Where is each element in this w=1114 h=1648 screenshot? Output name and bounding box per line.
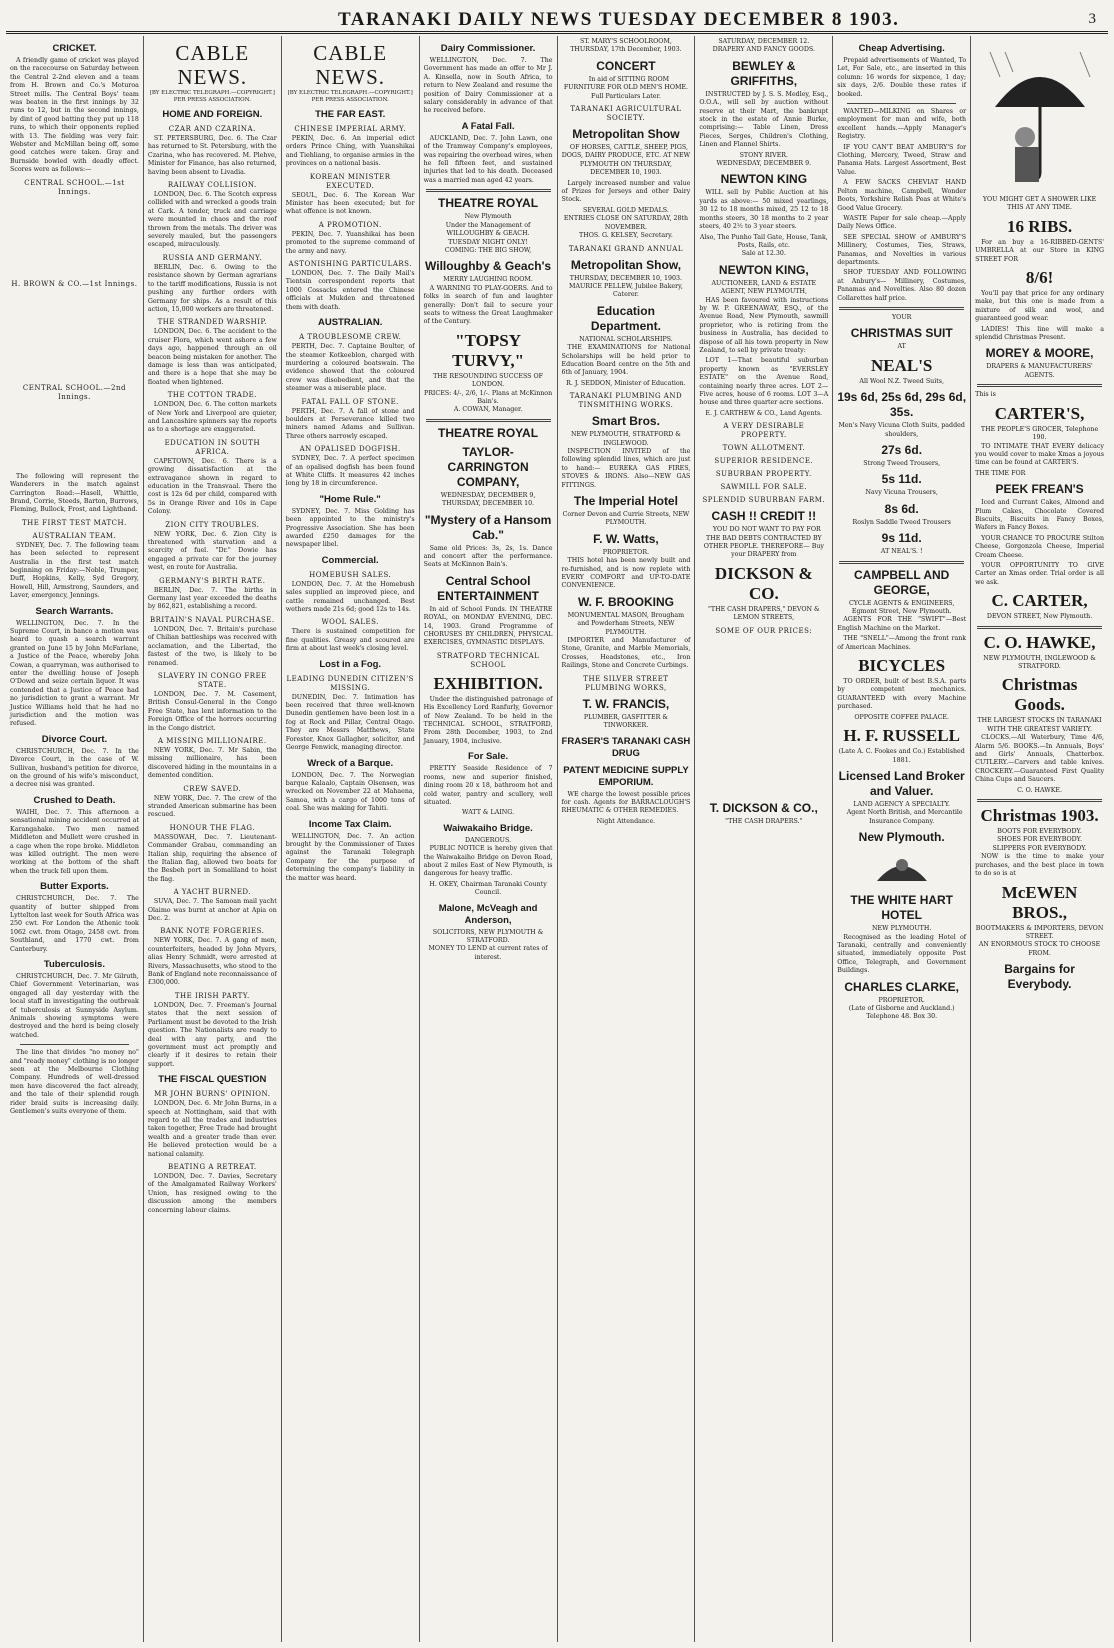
column-6	[694, 36, 832, 1642]
cash-drapers-2: "THE CASH DRAPERS."	[725, 817, 803, 825]
column-4	[419, 36, 557, 1642]
punho-gate: Also, The Punho Tail Gate, House, Tank, Posts, Rails, etc.	[699, 233, 828, 249]
divider	[426, 419, 551, 422]
clarke-late: (Late of Gisborne and Auckland.) Telephone 48. Box 30.	[848, 1004, 955, 1021]
ladies-note: LADIES! This line will make a splendid Christmas Present.	[975, 325, 1104, 342]
irish-heading: THE IRISH PARTY.	[174, 991, 250, 1000]
town-allotment: TOWN ALLOTMENT.	[722, 444, 806, 453]
metropolitan-more: Largely increased number and value of Prizes for Jerseys and other Dairy Stock.	[561, 179, 691, 204]
congo-body: LONDON, Dec. 7. M. Casement, British Consul-General in the Congo Free State, has lent information to the Foreign Office of the horrors occurring in the Congo district.	[147, 690, 277, 732]
c-carter: C. CARTER,	[991, 591, 1088, 611]
morey-sub: DRAPERS & MANUFACTURERS' AGENTS.	[986, 363, 1093, 379]
divider	[977, 799, 1102, 802]
theatre-location-1: New Plymouth	[464, 213, 512, 221]
fiscal-heading: THE FISCAL QUESTION	[158, 1074, 267, 1086]
income-tax-heading: Income Tax Claim.	[308, 818, 392, 830]
brooking-sub: MONUMENTAL MASON, Brougham and Powderham Streets, NEW PLYMOUTH.	[567, 611, 685, 636]
suburban-property: SUBURBAN PROPERTY.	[715, 470, 812, 479]
charles-clarke: CHARLES CLARKE,	[844, 979, 960, 994]
railway-heading: RAILWAY COLLISION.	[167, 181, 257, 190]
purchases-note: NOW is the time to make your purchases, and the best place in town to do so is at	[975, 853, 1104, 878]
barque-body: LONDON, Dec. 7. The Norwegian barque Kalaalo, Captain Olsensen, was wrecked on November 22 at Mahaena, Samoa, with a cargo of 1000 tons of coal. She was making for Tahiti.	[285, 771, 415, 813]
intimate: TO INTIMATE THAT EVERY delicacy you would cover to make Xmas a joyous time can be found at CARTER'S.	[975, 442, 1104, 467]
beat-ambury: IF YOU CAN'T BEAT AMBURY'S for Clothing, Mercery, Tweed, Straw and Panama Hats. Largest Assortment, Best Value.	[837, 143, 967, 176]
cable-news-title: CABLE NEWS.	[175, 41, 250, 89]
prices: PRICES: 4/-, 2/6, 1/-. Plans at McKinnon Bain's.	[423, 389, 553, 405]
saturday-date: SATURDAY, DECEMBER 12.	[718, 38, 810, 45]
special-show: SEE SPECIAL SHOW of AMBURY'S Millinery, Costumes, Ties, Straws, Panamas, and Novelties in various departments.	[837, 233, 967, 266]
tuberculosis-heading: Tuberculosis.	[43, 958, 105, 970]
sawmill-sale: SAWMILL FOR SALE.	[720, 483, 808, 492]
watts-proprietor: PROPRIETOR.	[602, 548, 650, 556]
homebush-body: LONDON, Dec. 7. At the Homebush sales supplied an improved piece, and cattle remained unchanged. Best wethers made 21s 6d; good 12s to 14s.	[285, 580, 415, 614]
bicycles-body: TO ORDER, built of best B.S.A. parts by competent mechanics. GUARANTEED with every Machine purchased.	[837, 678, 967, 711]
hf-russell: H. F. RUSSELL	[843, 726, 960, 746]
forgeries-body: NEW YORK, Dec. 7. A gang of men, counterfeiters, headed by John Myers, alias Henry Schmidt, were arrested at Rivers, Massachusetts, who stood to the Bank of England note reconnaissance of £300,000.	[147, 937, 277, 987]
watt-laing: WATT & LAING.	[462, 809, 515, 817]
scores-table-3	[10, 403, 139, 473]
night-attendance: Night Attendance.	[596, 817, 656, 825]
search-warrants-body: WELLINGTON, Dec. 7. In the Supreme Court, in banco a motion was heard to quash a search warrant granted on June 15 by John McFarlane, a Justice of the Peace, whereby John Cowan, a quarryman, was authorised to enter the dwelling house of Joseph O'Dowd and seize certain liquor. It was contended that a Justice of Peace had no jurisdiction to grant a warrant. Mr Justice Williams held that he had no jurisdiction and the motion was refused.	[10, 619, 139, 728]
time-for: THE TIME FOR	[975, 469, 1026, 477]
newton-king-sub: AUCTIONEER, LAND & ESTATE AGENT, NEW PLYMOUTH,	[711, 279, 817, 296]
australian-team-heading: AUSTRALIAN TEAM.	[32, 531, 117, 540]
price-9s: 9s 11d.	[881, 531, 922, 546]
far-east-heading: THE FAR EAST.	[315, 109, 386, 120]
smart-body: INSPECTION INVITED of the following splendid lines, which are just to hand:— EUREKA GAS FIRES, STOVES & IRONS. Also—NEW GAS FITTINGS.	[561, 447, 691, 489]
fatal-fall-heading: A Fatal Fall.	[461, 120, 515, 132]
stony-river: STONY RIVER.	[739, 151, 789, 159]
fiscal-body: LONDON, Dec. 6. Mr John Burns, in a speech at Nottingham, said that with regard to all the trades and industries taken together, Free Trade had brought wealth and a greater trade than ever. He believed protection would be a national calamity.	[147, 1100, 277, 1158]
at-neals: AT NEAL'S. !	[880, 548, 923, 556]
navy-trousers: Navy Vicuna Trousers,	[865, 489, 938, 497]
railway-body: LONDON, Dec. 6. The Scotch express collided with and wrecked a goods train at Cark. A tender, truck and carriage were mounted in chaos and the roof thrown from the metals. The driver was severely mauled, but the passengers escaped, miraculously.	[147, 191, 277, 249]
forgeries-heading: BANK NOTE FORGERIES.	[160, 927, 265, 936]
promotion-heading: A PROMOTION.	[318, 220, 382, 229]
land-agency: LAND AGENCY A SPECIALTY.	[853, 800, 951, 808]
crew-heading: A TROUBLESOME CREW.	[299, 333, 402, 342]
fraser-heading: FRASER'S TARANAKI CASH DRUG	[561, 735, 691, 759]
retreat-body: LONDON, Dec. 7. Davies, Secretary of the Amalgamated Railway Workers' Union, has resigned owing to the discussion among the members concerning labour claims.	[147, 1172, 277, 1214]
waste-paper: WASTE Paper for sale cheap.—Apply Daily News Office.	[837, 214, 967, 231]
price-8s: 8s 6d.	[884, 501, 919, 516]
price-27s: 27s 6d.	[881, 443, 923, 457]
willoughby-geach: Willoughby & Geach's	[425, 259, 552, 274]
metropolitan-show: Metropolitan Show	[572, 127, 680, 142]
fraser-body: WE charge the lowest possible prices for cash. Agents for BARRACLOUGH'S RHEUMATIC & OTHER REMEDIES.	[561, 790, 691, 815]
millionaire-heading: A MISSING MILLIONAIRE.	[157, 736, 267, 745]
okey-chairman: H. OKEY, Chairman Taranaki County Council.	[429, 880, 547, 897]
yacht-body: SUVA, Dec. 7. The Samoan mail yacht Olaimo was burnt at anchor at Apia on Dec. 2.	[147, 898, 277, 923]
licensed-broker: Licensed Land Broker and Valuer.	[838, 768, 965, 798]
fog-heading: Lost in a Fog.	[319, 658, 382, 670]
white-hart-sub: NEW PLYMOUTH.	[872, 925, 932, 933]
coat-of-arms-icon	[839, 849, 964, 889]
concert-heading: CONCERT	[596, 58, 656, 73]
co-hawke: C. O. HAWKE,	[983, 632, 1096, 652]
for-sale-body: PRETTY Seaside Residence of 7 rooms, new and superior finished, dining room 20 x 18, bathroom hot and cold water, pantry and scullery, well situated.	[423, 765, 553, 806]
theatre-management: Under the Management of WILLOUGHBY & GEACH.	[445, 221, 531, 238]
cheap-advertising-heading: Cheap Advertising.	[858, 43, 945, 54]
peek-body: Iced and Currant Cakes, Almond and Plum Cakes, Chocolate Covered Biscuits, Biscuits in Fancy Boxes, Wafers in Fancy Boxes.	[975, 499, 1104, 532]
white-hart: THE WHITE HART HOTEL	[850, 893, 954, 923]
st-marys-date: THURSDAY, 17th December, 1903.	[570, 46, 682, 54]
divorce-court-body: CHRISTCHURCH, Dec. 7. In the Divorce Court, in the case of W. Sullivan, husband's petition for divorce, on the ground of his wife's misconduct, a decree nisi was granted.	[10, 747, 139, 789]
millionaire-body: NEW YORK, Dec. 7. Mr Sabin, the missing millionaire, has been discovered hiding in the mountains in a demented condition.	[147, 746, 277, 780]
suit-prices: 19s 6d, 25s 6d, 29s 6d, 35s.	[837, 390, 967, 420]
column-3	[281, 36, 419, 1642]
warship-heading: THE STRANDED WARSHIP.	[157, 318, 268, 327]
home-rule-heading: "Home Rule."	[319, 493, 381, 505]
tuesday-night: TUESDAY NIGHT ONLY!	[448, 238, 528, 246]
topsy-turvy: "TOPSY TURVY,"	[452, 330, 525, 370]
grand-annual: TARANAKI GRAND ANNUAL	[568, 244, 683, 253]
crew-saved-body: NEW YORK, Dec. 7. The crew of the stranded American submarine has been rescued.	[147, 794, 277, 819]
butter-body: CHRISTCHURCH, Dec. 7. The quantity of butter shipped from Lyttelton last week for South Africa was 250 cwt. For London the Athenic took 1062 cwt. from Otago, 2458 cwt. from Southland, and 1770 cwt. from Canterbury.	[10, 895, 139, 953]
cowan-manager: A. COWAN, Manager.	[453, 406, 523, 414]
zion-heading: ZION CITY TROUBLES.	[165, 520, 260, 529]
this-is: This is	[975, 391, 996, 399]
our-prices: SOME OF OUR PRICES:	[715, 626, 813, 635]
patent-medicine: PATENT MEDICINE SUPPLY EMPORIUM.	[563, 764, 689, 788]
scores-table-2	[10, 290, 139, 380]
waiwakaiho-body: PUBLIC NOTICE is hereby given that the Waiwakaiho Bridge on Devon Road, about 2 miles East of New Plymouth, is dangerous for heavy traffic.	[423, 845, 553, 878]
chance: YOUR CHANCE TO PROCURE Stilton Cheese, Gorgonzola Cheese, Imperial Cream Cheese.	[975, 534, 1104, 559]
test-match-body: SYDNEY, Dec. 7. The following team has been selected to represent Australia in the first test match beginning on Friday:—Noble, Trumper, Duff, Hopkins, Kelly, Syd Gregory, Howell, Hill, Armstrong, Saunders, and Laver, emergency, Jennings.	[10, 541, 139, 600]
tweed-suits: All Wool N.Z. Tweed Suits,	[859, 377, 944, 385]
education-body: THE EXAMINATIONS for National Scholarships will be held prior to Education Board centre on the 5th and 6th of January, 1904.	[561, 344, 691, 377]
dairy-heading: Dairy Commissioner.	[440, 43, 536, 54]
campbell-george: CAMPBELL AND GEORGE,	[854, 567, 950, 597]
newton-king-2: NEWTON KING,	[718, 262, 809, 277]
central-school-entertainment: Central School ENTERTAINMENT	[437, 573, 539, 603]
divider	[20, 1044, 129, 1045]
francis-sub: PLUMBER, GASFITTER & TINWORKER.	[583, 713, 668, 730]
birth-rate-heading: GERMANY'S BIRTH RATE.	[159, 576, 266, 585]
cable-news-sub-2: [BY ELECTRIC TELEGRAPH.—COPYRIGHT.] PER PRESS ASSOCIATION.	[287, 90, 413, 103]
cheap-advertising-body: Prepaid advertisements of Wanted, To Let, For Sale, etc., are inserted in this column: 16 words for sixpence, 1 day; six days, 2/6. Double these rates if booked.	[837, 57, 967, 98]
christmas-1903: Christmas 1903.	[980, 806, 1099, 826]
stratford-technical: STRATFORD TECHNICAL SCHOOL	[436, 651, 540, 669]
education-body: CAPETOWN, Dec. 6. There is a growing dissatisfaction at the extravagance shown in regard to education in the Transvaal. There the cost is 12s 6d per child, compared with 5s in Orange River and 10s in Cape Colony.	[147, 457, 277, 516]
laughing-room: MERRY LAUGHING ROOM.	[443, 276, 533, 284]
entries-close: ENTRIES CLOSE ON SATURDAY, 28th NOVEMBER.	[563, 215, 689, 231]
dickson-co: DICKSON & CO.	[714, 563, 813, 603]
mcewen-sub: BOOTMAKERS & IMPORTERS, DEVON STREET.	[975, 924, 1104, 940]
cable-news-sub: [BY ELECTRIC TELEGRAPH.—COPYRIGHT.] PER PRESS ASSOCIATION.	[149, 90, 275, 103]
theatre-dates: WEDNESDAY, DECEMBER 9, THURSDAY, DECEMBER 10.	[440, 491, 536, 508]
fiscal-subheading: MR JOHN BURNS' OPINION.	[154, 1090, 271, 1099]
crew-body: PERTH, Dec. 7. Captaine Boulter, of the steamer Kotkeeblon, charged with murdering a coloured boatswain. The evidence showed that the coloured crew was disobedient, and that the steamer was a miserable place.	[285, 343, 415, 393]
cotton-heading: THE COTTON TRADE.	[167, 391, 257, 400]
fw-watts: F. W. Watts,	[593, 531, 659, 546]
retreat-heading: BEATING A RETREAT.	[168, 1162, 257, 1171]
crew-saved-heading: CREW SAVED.	[183, 784, 242, 793]
silver-street: THE SILVER STREET PLUMBING WORKS,	[583, 674, 669, 692]
congo-heading: SLAVERY IN CONGO FREE STATE.	[157, 671, 267, 689]
morey-moore: MOREY & MOORE,	[985, 346, 1094, 361]
fog-subheading: LEADING DUNEDIN CITIZEN'S MISSING.	[286, 674, 414, 692]
peek-freans: PEEK FREAN'S	[995, 482, 1084, 497]
brooking-body: IMPORTER and Manufacturer of Stone, Granite, and Marble Memorials, Crosses, Headstones, etc., Iron Railings, Stone and Concrete Curbings.	[561, 637, 691, 670]
taylor-carrington: TAYLOR-CARRINGTON COMPANY,	[447, 444, 529, 489]
army-heading: CHINESE IMPERIAL ARMY.	[294, 125, 407, 133]
cash-body: YOU DO NOT WANT TO PAY FOR THE BAD DEBTS CONTRACTED BY OTHER PEOPLE. THEREFORE— Buy your DRAPERY from	[703, 526, 824, 559]
russia-body: BERLIN, Dec. 6. Owing to the resistance shown by German agrarians to the tariff modifications, Russia is not pushing any further orders with Germany for ships. As a result of this action, 15,000 workers are threatened.	[147, 263, 277, 313]
shower-caption: YOU MIGHT GET A SHOWER LIKE THIS AT ANY TIME.	[982, 196, 1097, 212]
malone-sub: SOLICITORS, NEW PLYMOUTH & STRATFORD.	[432, 928, 544, 944]
bargains: Bargains for Everybody.	[1004, 962, 1075, 992]
column-1	[6, 36, 143, 1642]
few-sacks: A FEW SACKS CHEVIAT HAND Pelton machine, Campbell, Wonder Boots, Yorkshire Relish Peas at White's Good Value Grocery.	[837, 179, 967, 212]
shoes: SHOES FOR EVERYBODY.	[997, 836, 1083, 844]
education-dept: Education Department.	[590, 303, 661, 333]
fatal-stone-body: PERTH, Dec. 7. A fall of stone and boulders at Perseverance killed two miners named Adams and Sullivan. Three others narrowly escaped.	[285, 407, 415, 440]
army-body: PEKIN, Dec. 6. An imperial edict orders Prince Ching, with Yuanshikai and Tiehliang, to organise armies in the provinces on a national basis.	[285, 135, 415, 168]
desirable-property: A VERY DESIRABLE PROPERTY.	[723, 422, 805, 440]
sale-time: Sale at 12.30.	[741, 250, 786, 258]
vicuna-suits: Men's Navy Vicuna Cloth Suits, padded shoulders,	[838, 422, 965, 438]
slippers: SLIPPERS FOR EVERYBODY.	[992, 844, 1087, 852]
columns	[6, 36, 1108, 1642]
kelsey-secretary: THOS. G. KELSEY, Secretary.	[579, 232, 673, 240]
imperial-hotel: The Imperial Hotel	[573, 494, 678, 508]
divider	[977, 384, 1102, 387]
dangerous: DANGEROUS.	[465, 836, 512, 844]
birth-rate-body: BERLIN, Dec. 7. The births in Germany last year exceeded the deaths by 862,821, establishing a record.	[147, 586, 277, 611]
column-2	[143, 36, 281, 1642]
clarke-proprietor: PROPRIETOR.	[878, 996, 925, 1004]
roslyn-trousers: Roslyn Saddle Tweed Trousers	[852, 518, 951, 526]
wednesday-date: WEDNESDAY, DECEMBER 9.	[716, 160, 812, 168]
your-label: YOUR	[892, 313, 912, 321]
christmas-goods: Christmas Goods.	[1001, 675, 1078, 715]
wanderers-body: The following will represent the Wanderers in the match against Carrington Road:—Hasell, Whittle, Brand, Corrie, Steeds, Barton, Burrows, Fleming, Bullock, Frost, and Lightband.	[10, 472, 139, 514]
scholarships: NATIONAL SCHOLARSHIPS.	[579, 335, 673, 343]
drapery-goods: DRAPERY AND FANCY GOODS.	[712, 46, 815, 54]
crushed-heading: Crushed to Death.	[33, 794, 116, 806]
coffee-palace: OPPOSITE COFFEE PALACE.	[854, 713, 950, 721]
divider	[977, 626, 1102, 629]
dogfish-heading: AN OPALISED DOGFISH.	[299, 445, 401, 454]
swift-agents: AGENTS FOR THE "SWIFT"—Best English Machine on the Market.	[837, 616, 967, 632]
masthead	[6, 8, 1108, 34]
money-to-lend: MONEY TO LEND at current rates of interest.	[428, 945, 548, 961]
white-hart-body: Recognised as the leading Hotel of Taranaki, centrally and conveniently situated, immediately opposite Post Office, Telegraph, and Government Buildings.	[837, 933, 967, 975]
prices-list	[699, 637, 828, 797]
search-warrants-heading: Search Warrants.	[35, 605, 114, 617]
newton-king-1: NEWTON KING	[720, 172, 808, 187]
dairy-body: WELLINGTON, Dec. 7. The Government has made an offer to Mr J. A. Kinsella, now in South Africa, to return to New Zealand and resume the position of Dairy Commissioner at a salary considerably in advance of that he received before.	[423, 57, 553, 115]
column-7	[832, 36, 970, 1642]
concert-body: In aid of SITTING ROOM FURNITURE FOR OLD MEN'S HOME. Full Particulars Later.	[563, 75, 689, 100]
education-heading: EDUCATION IN SOUTH AFRICA.	[164, 438, 261, 456]
snell: THE "SNELL"—Among the front rank of American Machines.	[837, 635, 967, 651]
metropolitan-body: OF HORSES, CATTLE, SHEEP, PIGS, DOGS, DAIRY PRODUCE, ETC. AT NEW PLYMOUTH ON THURSDAY, DECEMBER 10, 1903.	[561, 144, 691, 177]
smart-sub: NEW PLYMOUTH, STRATFORD & INGLEWOOD.	[570, 431, 681, 447]
astonishing-heading: ASTONISHING PARTICULARS.	[288, 260, 412, 269]
hawke-sig: C. O. HAWKE.	[1017, 786, 1063, 794]
cash-drapers: "THE CASH DRAPERS," DEVON & LEMON STREETS,	[708, 605, 820, 622]
hawke-sub: NEW PLYMOUTH, INGLEWOOD & STRATFORD.	[983, 654, 1096, 670]
theatre-warning: A WARNING TO PLAY-GOERS. And to folks in search of fun and laughter generally: Don't fail to secure your seats to witness the Great Laughmaker of the Century.	[423, 284, 553, 326]
commercial-heading: Commercial.	[321, 554, 379, 566]
campbell-sub: CYCLE AGENTS & ENGINEERS, Egmont Street, New Plymouth.	[848, 599, 955, 616]
carthew-agents: E. J. CARTHEW & CO., Land Agents.	[705, 409, 823, 417]
smart-bros: Smart Bros.	[591, 414, 660, 429]
imperial-sub: Corner Devon and Currie Streets, NEW PLYMOUTH.	[562, 511, 690, 527]
malone-heading: Malone, McVeagh and Anderson,	[438, 902, 538, 926]
suburban-farm: SPLENDID SUBURBAN FARM.	[702, 496, 826, 505]
bewley-body: INSTRUCTED by J. S. S. Medley, Esq., O.O.A., will sell by auction without reserve at their Mart, the bankrupt stock in the estate of Annie Burke, comprising:— Table Linen, Dress Pieces, Serges, Children's Clothing, Linen and Flannel Shirts.	[699, 90, 829, 149]
plumbing-works: TARANAKI PLUMBING AND TINSMITHING WORKS.	[569, 392, 683, 410]
cash-credit: CASH !! CREDIT !!	[711, 509, 817, 524]
neals: NEAL'S	[870, 355, 933, 375]
home-foreign-heading: HOME AND FOREIGN.	[162, 109, 263, 120]
insurance-agent: Agent North British, and Mercantile Insurance Company.	[846, 809, 963, 825]
price-note: You'll pay that price for any ordinary make, but this one is made from a mixture of silk and wool, and guaranteed good wear.	[975, 290, 1104, 323]
boots: BOOTS FOR EVERYBODY.	[997, 828, 1082, 836]
cricket-body: A friendly game of cricket was played on the racecourse on Saturday between the Central 2-2nd eleven and a team from H. Brown and Co.'s Moturoa Street mills. The Central Boys' team was beaten in the first innings by 32 runs to 12, but in the second innings, by dint of good batting they put up 118 runs, to which their opponents replied with 13. The fielding was very fair. Webster and McMillan being off, some good catches were taken. Gray and Burnside bowled with deadly effect. Scores were as follows:—	[10, 57, 139, 174]
central-innings-heading: CENTRAL SCHOOL.—1st Innings.	[24, 178, 125, 196]
brown-innings-heading: H. BROWN & CO.—1st Innings.	[11, 279, 138, 288]
divorce-court-heading: Divorce Court.	[41, 733, 108, 745]
divider	[839, 561, 964, 564]
largest-stocks: THE LARGEST STOCKS IN TARANAKI WITH THE GREATEST VARIETY.	[977, 717, 1102, 733]
pellew-caterer: MAURICE PELLEW, Jubilee Bakery, Caterer.	[569, 282, 683, 299]
gold-medals: SEVERAL GOLD MEDALS.	[583, 206, 669, 214]
column-8	[970, 36, 1108, 1642]
new-plymouth: New Plymouth.	[858, 830, 945, 845]
ribs-body: For an buy a 16-RIBBED-GENTS' UMBRELLA at our Store in KING STREET FOR	[975, 238, 1104, 263]
butter-heading: Butter Exports.	[40, 881, 109, 893]
price-5s: 5s 11d.	[881, 472, 922, 487]
st-marys: ST. MARY'S SCHOOLROOM,	[579, 38, 672, 45]
superior-residence: SUPERIOR RESIDENCE.	[714, 457, 814, 466]
topsy-sub: THE RESOUNDING SUCCESS OF LONDON.	[433, 372, 544, 389]
barque-heading: Wreck of a Barque.	[307, 757, 394, 769]
enormous-stock: AN ENORMOUS STOCK TO CHOOSE FROM.	[978, 941, 1101, 957]
crushed-body: WAIHI, Dec. 7. This afternoon a sensational mining accident occurred at Karangahake. Two men named Middleton and Mullett were crushed in a cage when the rope broke. Middleton was killed outright. The men were working at the bottom of the shaft when the truck fell upon them.	[10, 808, 139, 875]
naval-heading: BRITAIN'S NAVAL PURCHASE.	[150, 615, 275, 624]
homebush-heading: HOMEBUSH SALES.	[309, 570, 392, 579]
agricultural-society: TARANAKI AGRICULTURAL SOCIETY.	[570, 105, 682, 123]
c-carter-sub: DEVON STREET, New Plymouth.	[986, 613, 1093, 621]
fatal-fall-body: AUCKLAND, Dec. 7. John Lawn, one of the Tramway Company's employees, was repairing the overhead wires, when he fell fifteen feet, and sustained injuries that led to his death. Deceased was a married man aged 42 years.	[423, 134, 553, 184]
clothing-ad-body: The line that divides "no money no" and "ready money" clothing is no longer seen at the Melbourne Clothing Company. Hundreds of well-dressed men have discovered the fact already, and the tale of their splendid rough rider braid suits is increasing daily. Gentlemen's suits everyone of them.	[10, 1049, 139, 1116]
cable-news-title-2: CABLE NEWS.	[313, 41, 388, 89]
shop-tuesday: SHOP TUESDAY AND FOLLOWING at Anbury's— Millinery, Costumes, Panamas and Novelties. Also 80 dozen Collarettes half price.	[837, 269, 967, 302]
income-tax-body: WELLINGTON, Dec. 7. An action brought by the Commissioner of Taxes against the Taranaki Telegraph Company for the purpose of determining the company's liability in the matter was heard.	[285, 832, 415, 882]
lots-body: LOT 1—That beautiful suburban property known as "EVERSLEY ESTATE" on the Avenue Road, containing nearly three acres. LOT 2—Five acres, house of 6 rooms. LOT 3—A house and three quarter acre sections.	[699, 357, 829, 407]
fog-body: DUNEDIN, Dec. 7. Intimation has been received that three well-known Dunedin gentlemen have been lost in a fog at Rock and Pillar, Central Otago. They are Messrs Matthews, State Forester, Knox Gallagher, solicitor, and George Fenwick, managing director.	[285, 693, 415, 752]
theatre-royal-1: THEATRE ROYAL	[438, 196, 539, 211]
masthead-title: TARANAKI DAILY NEWS TUESDAY DECEMBER 8 1903.	[338, 8, 900, 30]
theatre-royal-2: THEATRE ROYAL	[438, 425, 539, 440]
korea-heading: KOREAN MINISTER EXECUTED.	[309, 172, 391, 190]
newton-king-body: WILL sell by Public Auction at his yards as above:— 50 mixed yearlings, 30 12 to 18 months mixed, 25 12 to 18 months steers, 30 18 months to 2 year steers, 40 2½ to 3 year steers.	[699, 189, 829, 231]
czar-heading: CZAR AND CZARINA.	[168, 125, 256, 133]
test-match-heading: THE FIRST TEST MATCH.	[22, 518, 127, 527]
mcewen-bros: McEWEN BROS.,	[1001, 882, 1078, 922]
brooking: W. F. BROOKING	[577, 594, 674, 609]
divider	[839, 307, 964, 310]
czar-body: ST. PETERSBURG, Dec. 6. The Czar has returned to St. Petersburg, with the Czarina, who has recovered. M. Plehve, Minister for Finance, has also returned, having been absent to Livadia.	[147, 135, 277, 176]
page-number: 3	[1088, 11, 1096, 27]
christmas-suit: CHRISTMAS SUIT	[850, 326, 953, 341]
seddon: R. J. SEDDON, Minister of Education.	[566, 379, 686, 387]
astonishing-body: LONDON, Dec. 7. The Daily Mail's Tientsin correspondent reports that 1000 Cossacks entered the Chinese officials at Mukden and threatened them with death.	[285, 270, 415, 311]
tw-francis: T. W. FRANCIS,	[582, 696, 670, 711]
for-sale-heading: For Sale.	[468, 751, 509, 763]
divider	[847, 103, 956, 104]
yacht-heading: A YACHT BURNED.	[173, 888, 252, 897]
scores-table-1	[10, 198, 139, 276]
korea-body: SEOUL, Dec. 6. The Korean War Minister has been executed; but for what offence is not known.	[285, 191, 415, 216]
metropolitan-show-2: Metropolitan Show,	[570, 257, 682, 272]
warship-body: LONDON, Dec. 6. The accident to the cruiser Flora, which went ashore a few days ago, happened through an oil beacon being mistaken for another. The damage is less than was anticipated, and there is a hope that she may be floated when lightened.	[147, 328, 277, 386]
metropolitan-date: THURSDAY, DECEMBER 10, 1903.	[569, 274, 683, 282]
flag-heading: HONOUR THE FLAG.	[169, 823, 255, 832]
divider	[426, 189, 551, 192]
waiwakaiho-heading: Waiwakaiho Bridge.	[443, 822, 533, 834]
second-innings-heading: CENTRAL SCHOOL.—2nd Innings.	[22, 383, 126, 401]
zion-body: NEW YORK, Dec. 6. Zion City is threatened with starvation and a scarcity of fuel. "Dr." Dowie has engaged a private car for the journey west, en route for Australia.	[147, 530, 277, 572]
tuberculosis-body: CHRISTCHURCH, Dec. 7. Mr Gilruth, Chief Government Veterinarian, was engaged all day yesterday with the local staff in investigating the outbreak of tuberculosis at Sunnyside Asylum. Animals showing symptoms were destroyed and the herd is being closely watched.	[10, 972, 139, 1039]
promotion-body: PEKIN, Dec. 7. Yuanshikai has been promoted to the supreme command of the army and navy.	[285, 230, 415, 255]
bewley-griffiths: BEWLEY & GRIFFITHS,	[730, 58, 798, 88]
exhibition-body: Under the distinguished patronage of His Excellency Lord Ranfurly, Governor of New Zealand. To be held in the TECHNICAL SCHOOL, STRATFORD, From 28th December, 1903, to 2nd January, 1904, inclusive.	[423, 695, 553, 745]
umbrella-illustration-icon	[977, 42, 1102, 192]
home-rule-body: SYDNEY, Dec. 7. Miss Golding has been appointed to the ministry's Progressive Association. She has been awarded £250 damages for the newspaper libel.	[285, 507, 415, 549]
newton-king-body-2: HAS been favoured with instructions by W. P. GREENAWAY, ESQ., of the Avenue Road, New Plymouth, sawmill proprietor, who is retiring from the business in Australia, has decided to dispose of all his town property in New Zealand, to sell by private treaty:	[699, 296, 829, 354]
wanted-milking: WANTED—MILKING on Shares or employment for man and wife, both excellent hands.—Apply Manager's Registry.	[837, 108, 967, 141]
wool-body: There is sustained competition for fine qualities. Greasy and scoured are firm at about last week's closing level.	[285, 628, 415, 653]
cricket-heading: CRICKET.	[52, 43, 97, 54]
hawke-body: CLOCKS.—All Waterbury, Time 4/6, Alarm 5/6. BOOKS.—In Annuals, Boys' and Girls' Annuals, Chatterbox. CUTLERY.—Carvers and table knives. CROCKERY.—Guaranteed First Quality China Cups and Saucers.	[975, 734, 1104, 784]
australian-heading: AUSTRALIAN.	[317, 317, 383, 329]
school-body: In aid of School Funds. IN THEATRE ROYAL, on MONDAY EVENING, DEC. 14, 1903. Grand Programme of CHORUSES BY CHILDREN, PHYSICAL EXERCISES, GYMNASTIC DISPLAYS.	[423, 605, 553, 647]
irish-body: LONDON, Dec. 7. Freeman's Journal states that the next session of Parliament must be devoted to the Irish question. The Nationalists are ready to deal with any party, and the government must act promptly and clearly if it desires to retain their support.	[147, 1001, 277, 1068]
opportunity: YOUR OPPORTUNITY TO GIVE Carter an Xmas order. Trial order is all we ask.	[975, 561, 1104, 586]
strong-trousers: Strong Tweed Trousers,	[863, 460, 941, 467]
fatal-stone-heading: FATAL FALL OF STONE.	[301, 397, 399, 406]
wool-heading: WOOL SALES.	[321, 618, 379, 627]
carters: CARTER'S,	[994, 403, 1085, 423]
sixteen-ribs: 16 RIBS.	[1006, 216, 1073, 236]
russia-heading: RUSSIA AND GERMANY.	[162, 253, 263, 262]
hansom-cab: "Mystery of a Hansom Cab."	[424, 512, 552, 542]
umbrella-price: 8/6!	[1025, 268, 1054, 288]
exhibition-heading: EXHIBITION.	[433, 673, 543, 693]
column-5	[557, 36, 695, 1642]
cotton-body: LONDON, Dec. 6. The cotton markets of New York and Liverpool are quieter, and Lancashire spinners say the reports as to a shortage are exaggerated.	[147, 401, 277, 434]
dogfish-body: SYDNEY, Dec. 7. A perfect specimen of an opalised dogfish has been found at White Cliffs. It measures 42 inches long by 18 in circumference.	[285, 455, 415, 488]
russell-sub: (Late A. C. Fookes and Co.) Established 1881.	[838, 748, 965, 764]
carters-sub: THE PEOPLE'S GROCER, Telephone 190.	[980, 425, 1099, 442]
at-label: AT	[897, 343, 906, 351]
dickson-co-2: T. DICKSON & CO.,	[709, 800, 818, 815]
theatre-prices-2: Same old Prices: 3s, 2s, 1s. Dance and concert after the performance. Seats at McKinnon Bain's.	[423, 544, 553, 569]
big-show: COMING: THE BIG SHOW,	[444, 246, 532, 254]
watts-body: THIS hotel has been newly built and re-furnished, and is now replete with EVERY COMFORT and UP-TO-DATE CONVENIENCE.	[561, 557, 691, 590]
bicycles: BICYCLES	[858, 656, 946, 676]
naval-body: LONDON, Dec. 7. Britain's purchase of Chilian battleships was received with acclamation, and the Libertad, the fastest of the two, is likely to be renamed.	[147, 625, 277, 667]
flag-body: MASSOWAH, Dec. 7. Lieutenant-Commander Grabau, commanding an Italian ship, requiring the absence of the Italian flag, allowed two boats for the Besbeh port in Somaliland to hoist the flag.	[147, 833, 277, 883]
